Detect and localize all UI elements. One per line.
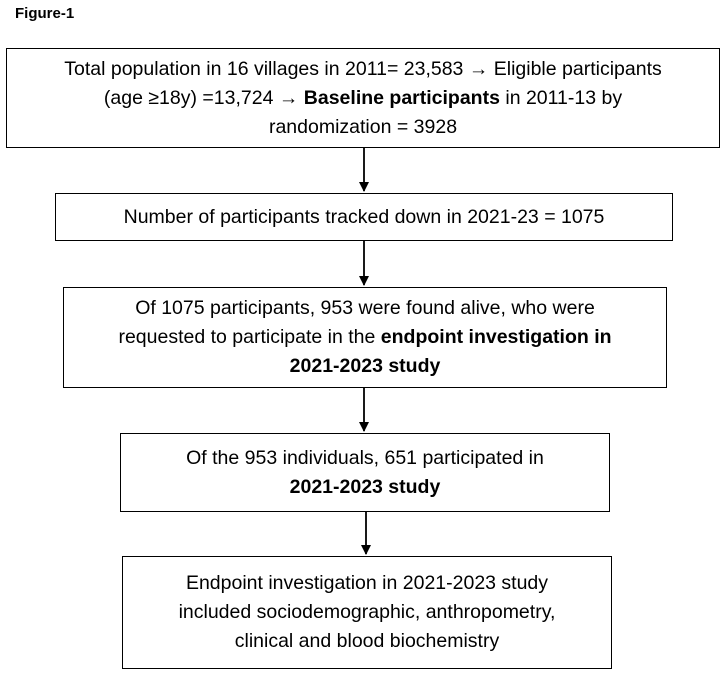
box1-line1: Total population in 16 villages in 2011= 23,583 → Eligible participants: [64, 57, 662, 80]
box1-line2-bold: Baseline participants: [303, 86, 500, 109]
figure-label: Figure-1: [15, 5, 75, 22]
box5-line3: clinical and blood biochemistry: [234, 630, 500, 652]
box4-line2-bold: 2021-2023 study: [289, 475, 441, 498]
box1-line2-post: in 2011-13 by: [499, 86, 623, 109]
box5-line1: Endpoint investigation in 2021-2023 study: [185, 572, 549, 594]
box4-line1: Of the 953 individuals, 651 participated in: [186, 446, 544, 469]
box1-line2-pre: (age ≥18y) =13,724 →: [103, 86, 304, 109]
box3-line3-bold: 2021-2023 study: [289, 355, 441, 377]
box3-line2-pre: requested to participate in the: [118, 326, 381, 348]
box5-line2: included sociodemographic, anthropometry,: [178, 601, 556, 623]
box1-line3: randomization = 3928: [268, 115, 458, 138]
box2-text: Number of participants tracked down in 2021-23 = 1075: [123, 205, 605, 228]
box3-line2-bold: endpoint investigation in: [380, 326, 612, 348]
box3-line1: Of 1075 participants, 953 were found alive, who were: [135, 297, 595, 319]
